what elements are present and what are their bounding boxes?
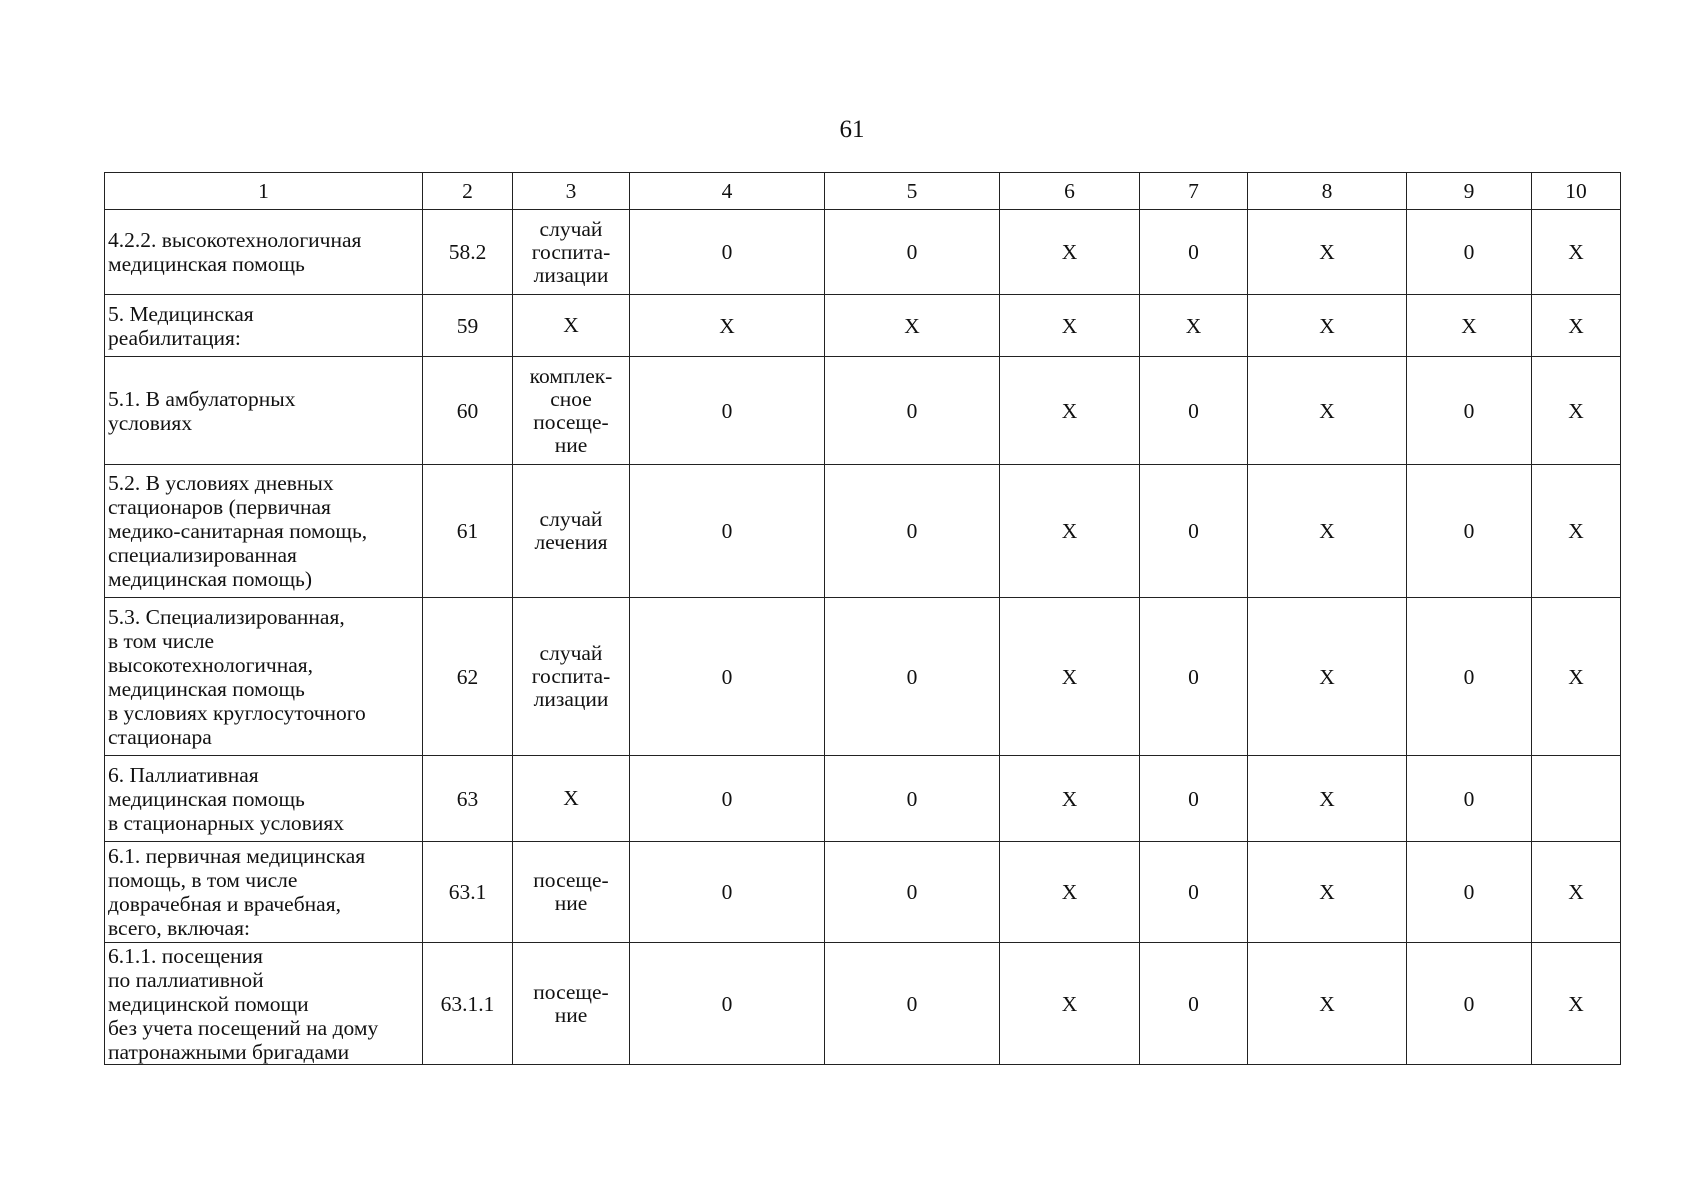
table-cell: X [1000, 943, 1140, 1065]
row-label-cell: 5. Медицинская реабилитация: [105, 295, 423, 357]
table-cell: X [1248, 357, 1407, 465]
table-cell: 0 [630, 943, 825, 1065]
table-cell: X [1140, 295, 1248, 357]
table-row [105, 210, 1621, 295]
table-cell: X [1532, 943, 1621, 1065]
table-cell: 0 [1140, 598, 1248, 756]
table-cell: 0 [630, 357, 825, 465]
table-cell: 63.1 [423, 842, 513, 943]
unit-cell: посеще- ние [513, 842, 630, 943]
table-cell: 0 [1140, 210, 1248, 295]
table-cell: 0 [825, 465, 1000, 598]
column-header: 10 [1532, 173, 1621, 210]
table-cell: 0 [1407, 598, 1532, 756]
column-header: 4 [630, 173, 825, 210]
column-header: 5 [825, 173, 1000, 210]
table-cell: 0 [1140, 465, 1248, 598]
row-label-cell: 6. Паллиативная медицинская помощь в стационарных условиях [105, 756, 423, 842]
table-cell: 0 [825, 357, 1000, 465]
column-header: 9 [1407, 173, 1532, 210]
table-row [105, 756, 1621, 842]
table-cell: X [1532, 210, 1621, 295]
table-cell: X [1000, 598, 1140, 756]
table-cell: 0 [630, 598, 825, 756]
table-cell: X [1000, 842, 1140, 943]
unit-cell: случай лечения [513, 465, 630, 598]
table-cell: 0 [1407, 943, 1532, 1065]
table-row [105, 465, 1621, 598]
table-cell: 0 [630, 210, 825, 295]
table-cell: X [1248, 943, 1407, 1065]
unit-cell: комплек- сное посеще- ние [513, 357, 630, 465]
table-cell: X [825, 295, 1000, 357]
table-cell: X [1407, 295, 1532, 357]
table-header-row [105, 173, 1621, 210]
table-cell: X [1000, 295, 1140, 357]
column-header: 6 [1000, 173, 1140, 210]
row-label-cell: 5.3. Специализированная, в том числе высокотехнологичная, медицинская помощь в условиях круглосуточного стационара [105, 598, 423, 756]
table-cell [1532, 756, 1621, 842]
table-row [105, 842, 1621, 943]
table-cell: 0 [1407, 210, 1532, 295]
row-label-cell: 6.1.1. посещения по паллиативной медицинской помощи без учета посещений на дому патронажными бригадами [105, 943, 423, 1065]
table-cell: X [1248, 295, 1407, 357]
row-label-cell: 6.1. первичная медицинская помощь, в том числе доврачебная и врачебная, всего, включая: [105, 842, 423, 943]
table-cell: 0 [1407, 357, 1532, 465]
table-cell: 0 [630, 756, 825, 842]
table-cell: X [1532, 295, 1621, 357]
table-cell: 63.1.1 [423, 943, 513, 1065]
row-label-cell: 5.1. В амбулаторных условиях [105, 357, 423, 465]
table-cell: X [1532, 598, 1621, 756]
table-cell: 0 [1407, 842, 1532, 943]
unit-cell: X [513, 295, 630, 357]
unit-cell: случай госпита- лизации [513, 210, 630, 295]
column-header: 2 [423, 173, 513, 210]
table-cell: X [1000, 756, 1140, 842]
row-label-cell: 4.2.2. высокотехнологичная медицинская помощь [105, 210, 423, 295]
table-cell: X [1248, 842, 1407, 943]
table-cell: X [1248, 756, 1407, 842]
unit-cell: случай госпита- лизации [513, 598, 630, 756]
table-cell: 0 [1140, 756, 1248, 842]
table-row [105, 598, 1621, 756]
table-cell: X [1532, 842, 1621, 943]
table-cell: X [1248, 598, 1407, 756]
table-cell: X [1000, 357, 1140, 465]
table-cell: 63 [423, 756, 513, 842]
table-cell: 0 [1407, 465, 1532, 598]
table-cell: 0 [630, 465, 825, 598]
table-cell: 0 [825, 842, 1000, 943]
table-cell: X [630, 295, 825, 357]
column-header: 7 [1140, 173, 1248, 210]
table-cell: X [1248, 465, 1407, 598]
table-cell: 0 [1407, 756, 1532, 842]
table-cell: 58.2 [423, 210, 513, 295]
row-label-cell: 5.2. В условиях дневных стационаров (первичная медико-санитарная помощь, специализированная медицинская помощь) [105, 465, 423, 598]
table-cell: 0 [1140, 842, 1248, 943]
table-row [105, 943, 1621, 1065]
table-cell: X [1532, 357, 1621, 465]
page-number: 61 [839, 116, 865, 143]
table-cell: X [1000, 210, 1140, 295]
table-cell: X [1532, 465, 1621, 598]
column-header: 1 [105, 173, 423, 210]
table-row [105, 295, 1621, 357]
data-table [104, 172, 1621, 1065]
unit-cell: X [513, 756, 630, 842]
column-header: 8 [1248, 173, 1407, 210]
table-cell: 0 [1140, 357, 1248, 465]
table-cell: X [1000, 465, 1140, 598]
table-cell: 61 [423, 465, 513, 598]
table-cell: 59 [423, 295, 513, 357]
table-cell: 0 [1140, 943, 1248, 1065]
table-cell: 60 [423, 357, 513, 465]
column-header: 3 [513, 173, 630, 210]
table-cell: 0 [630, 842, 825, 943]
table-cell: 0 [825, 943, 1000, 1065]
table-cell: 0 [825, 756, 1000, 842]
table-cell: 0 [825, 598, 1000, 756]
table-cell: 0 [825, 210, 1000, 295]
table-cell: 62 [423, 598, 513, 756]
unit-cell: посеще- ние [513, 943, 630, 1065]
table-cell: X [1248, 210, 1407, 295]
table-row [105, 357, 1621, 465]
